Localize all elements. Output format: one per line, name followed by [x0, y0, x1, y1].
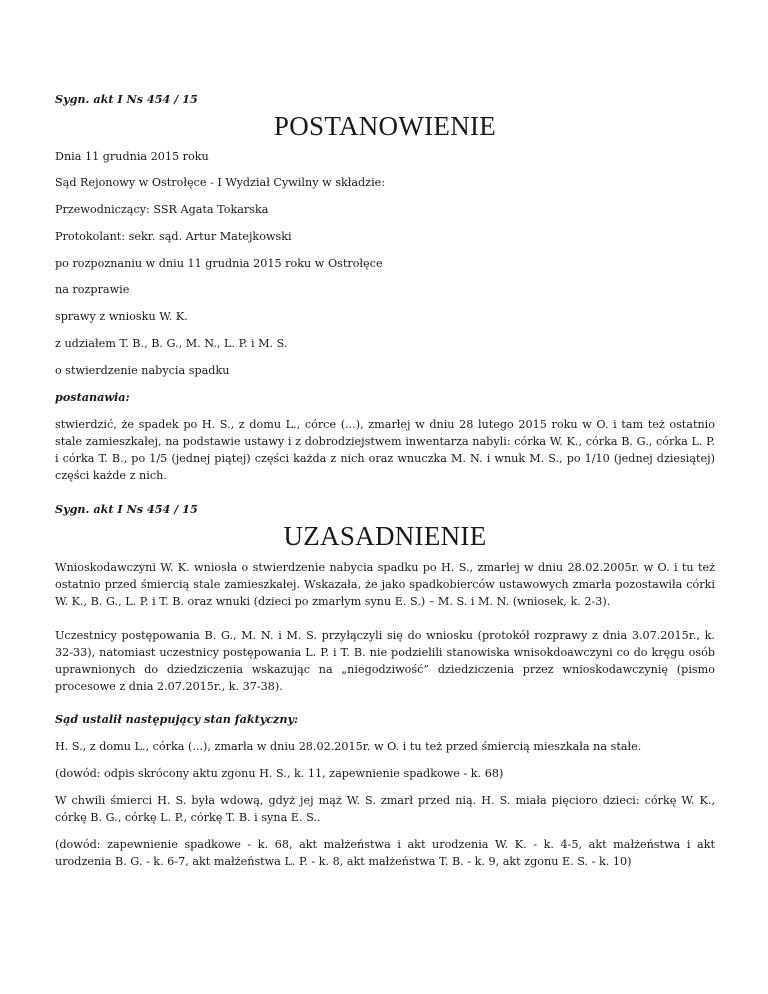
ruling-title: POSTANOWIENIE: [273, 111, 497, 141]
facts-paragraph-2: W chwili śmierci H. S. była wdową, gdyż jej mąż W. S. zmarł przed nią. H. S. miała pięcioro dzieci: córkę W. K., córkę B. G., córkę L. P., córkę T. B. i syna E. S..: [55, 794, 715, 824]
facts-paragraph-1: H. S., z domu L., córka (...), zmarła w dniu 28.02.2015r. w O. i tu też przed śmiercią mieszkała na stałe.: [55, 740, 642, 753]
court-name: Sąd Rejonowy w Ostrołęce - I Wydział Cywilny w składzie:: [55, 176, 386, 189]
case-participants: z udziałem T. B., B. G., M. N., L. P. i M. S.: [55, 337, 288, 350]
ruling-date: Dnia 11 grudnia 2015 roku: [55, 150, 209, 163]
court-clerk: Protokolant: sekr. sąd. Artur Matejkowski: [55, 230, 292, 243]
facts-heading: Sąd ustalił następujący stan faktyczny:: [55, 712, 299, 726]
case-signature: Sygn. akt I Ns 454 / 15: [55, 92, 198, 106]
justification-title: UZASADNIENIE: [283, 521, 487, 551]
hearing-type: na rozprawie: [55, 283, 130, 296]
evidence-note-1: (dowód: odpis skrócony aktu zgonu H. S., k. 11, zapewnienie spadkowe - k. 68): [55, 767, 504, 780]
justification-paragraph-1: Wnioskodawczyni W. K. wniosła o stwierdzenie nabycia spadku po H. S., zmarłej w dniu 28.02.2005r. w O. i tu też ostatnio przed śmiercią stale zamieszkałej. Wskazała, że jako spadkobierców ustawowych zmarła pozostawiła córki W. K., B. G., L. P. i T. B. oraz wnuki (dzieci po zmarłym synu E. S.) – M. S. i M. N. (wniosek, k. 2-3).: [55, 561, 715, 608]
justification-paragraph-2: Uczestnicy postępowania B. G., M. N. i M. S. przyłączyli się do wniosku (protokół rozprawy z dnia 3.07.2015r., k. 32-33), natomiast uczestnicy postępowania L. P. i T. B. nie podzielili stanowiska wnisokdoawczyni co do kręgu osób uprawnionych do dziedziczenia wskazując na „niegodziwość” dziedziczenia przez wnioskodawczynię (pismo procesowe z dnia 2.07.2015r., k. 37-38).: [55, 629, 715, 693]
decision-text: stwierdzić, że spadek po H. S., z domu L., córce (...), zmarłej w dniu 28 lutego 2015 roku w O. i tam też ostatnio stale zamieszkałej, na podstawie ustawy i z dobrodziejstwem inwentarza nabyli: córka W. K., córka B. G., córka L. P. i córka T. B., po 1/5 (jednej piątej) części każda z nich oraz wnuczka M. N. i wnuk M. S., po 1/10 (jednej dziesiątej) części każde z nich.: [55, 418, 715, 482]
decides-heading: postanawia:: [55, 390, 130, 404]
hearing-info: po rozpoznaniu w dniu 11 grudnia 2015 roku w Ostrołęce: [55, 257, 383, 270]
case-applicant: sprawy z wniosku W. K.: [55, 310, 188, 323]
case-signature-2: Sygn. akt I Ns 454 / 15: [55, 502, 198, 516]
presiding-judge: Przewodniczący: SSR Agata Tokarska: [55, 203, 269, 216]
evidence-note-2: (dowód: zapewnienie spadkowe - k. 68, akt małżeństwa i akt urodzenia W. K. - k. 4-5, akt małżeństwa i akt urodzenia B. G. - k. 6-7, akt małżeństwa L. P. - k. 8, akt małżeństwa T. B. - k. 9, akt zgonu E. S. - k. 10): [55, 838, 715, 868]
case-subject: o stwierdzenie nabycia spadku: [55, 364, 230, 377]
